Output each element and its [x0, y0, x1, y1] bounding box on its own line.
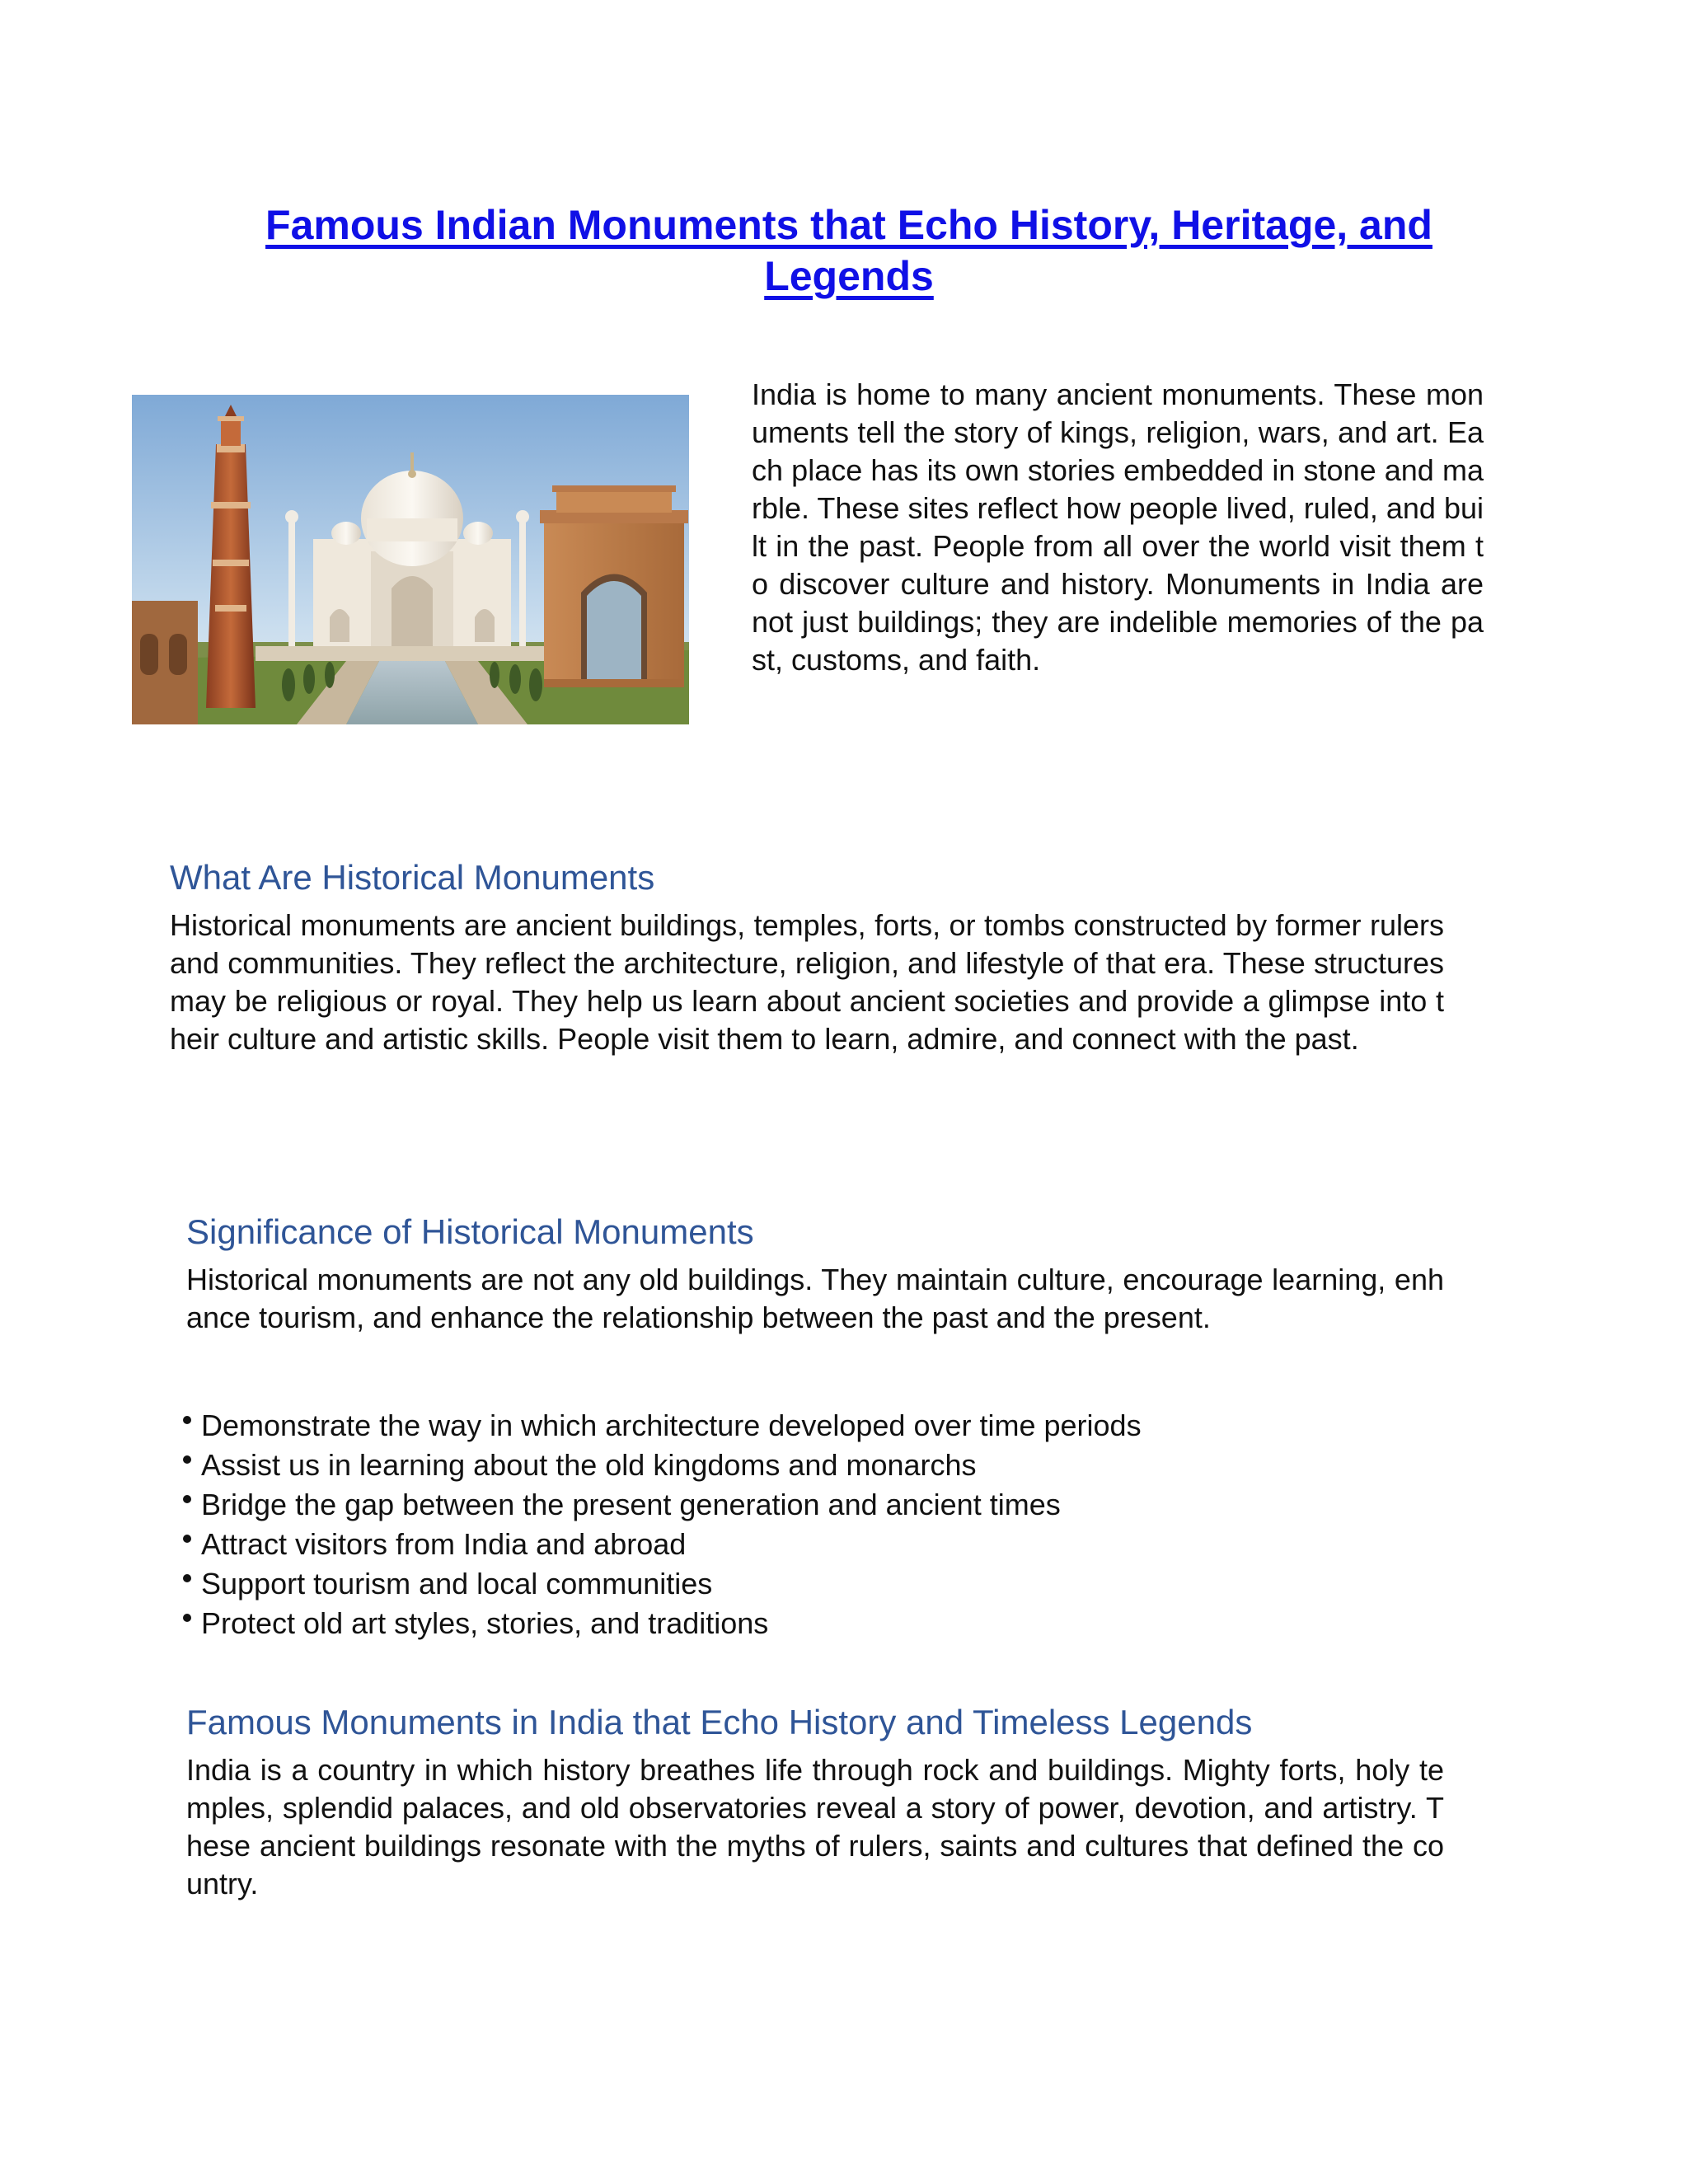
- section-body-significance: Historical monuments are not any old buildings. They maintain culture, encourage learning, enhance tourism, and enhance the relationship between the past and the present.: [186, 1263, 1444, 1334]
- section-heading-what-are: What Are Historical Monuments: [170, 858, 655, 897]
- significance-bullet-list: [183, 1406, 1469, 1643]
- bullet-dot-icon: [183, 1495, 191, 1503]
- india-gate-icon: [540, 485, 688, 687]
- intro-paragraph: India is home to many ancient monuments. These monuments tell the story of kings, religion, wars, and art. Each place has its own stories embedded in stone and marble. These sites reflect how people lived, ruled, and built in the past. People from all over the world visit them to discover culture and history. Monuments in India are not just buildings; they are indelible memories of the past, customs, and faith.: [752, 377, 1484, 677]
- list-item: Support tourism and local communities: [183, 1564, 1469, 1604]
- bullet-dot-icon: [183, 1416, 191, 1424]
- bullet-dot-icon: [183, 1455, 191, 1464]
- section-body-famous-monuments: India is a country in which history breathes life through rock and buildings. Mighty forts, holy temples, splendid palaces, and old observatories reveal a story of power, devotion, and artistry. These ancient buildings resonate with the myths of rulers, saints and cultures that defined the country.: [186, 1753, 1444, 1900]
- list-item: Protect old art styles, stories, and traditions: [183, 1604, 1469, 1643]
- list-item: Attract visitors from India and abroad: [183, 1525, 1469, 1564]
- bullet-dot-icon: [183, 1574, 191, 1582]
- monuments-collage-image: [132, 395, 689, 724]
- page-title[interactable]: Famous Indian Monuments that Echo History, Heritage, and Legends: [265, 202, 1432, 299]
- list-item: Bridge the gap between the present generation and ancient times: [183, 1485, 1469, 1525]
- bullet-dot-icon: [183, 1614, 191, 1622]
- section-body-what-are: Historical monuments are ancient buildings, temples, forts, or tombs constructed by former rulers and communities. They reflect the architecture, religion, and lifestyle of that era. These structures may be religious or royal. They help us learn about ancient societies and provide a glimpse into their culture and artistic skills. People visit them to learn, admire, and connect with the past.: [170, 908, 1444, 1056]
- section-heading-significance: Significance of Historical Monuments: [186, 1212, 754, 1251]
- bullet-dot-icon: [183, 1535, 191, 1543]
- section-heading-famous-monuments: Famous Monuments in India that Echo History and Timeless Legends: [186, 1703, 1253, 1741]
- list-item: Assist us in learning about the old kingdoms and monarchs: [183, 1446, 1469, 1485]
- monuments-collage-illustration: [132, 395, 689, 724]
- list-item: Demonstrate the way in which architecture developed over time periods: [183, 1406, 1469, 1446]
